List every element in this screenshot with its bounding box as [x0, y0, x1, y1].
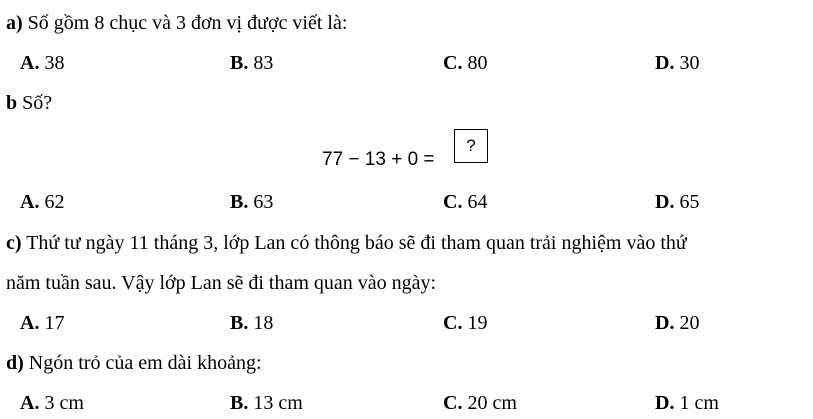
option-c-D[interactable] [655, 311, 699, 335]
question-a-label: a) [6, 12, 23, 34]
option-d-B[interactable] [230, 391, 303, 415]
option-letter: A. [20, 191, 40, 213]
option-value: 20 [679, 312, 700, 334]
option-value: 19 [467, 312, 488, 334]
option-letter: C. [443, 191, 463, 213]
option-value: 17 [44, 312, 65, 334]
option-a-D[interactable] [655, 51, 699, 75]
question-b-text: Số? [22, 92, 53, 114]
option-letter: C. [443, 312, 463, 334]
option-value: 3 cm [44, 392, 84, 414]
question-c-label: c) [6, 232, 22, 254]
question-a [6, 11, 347, 35]
option-letter: A. [20, 312, 40, 334]
option-c-A[interactable] [20, 311, 64, 335]
question-c [6, 231, 687, 255]
option-letter: D. [655, 52, 675, 74]
option-value: 64 [467, 191, 488, 213]
option-letter: B. [230, 191, 249, 213]
question-c-line2 [6, 271, 436, 295]
question-b [6, 91, 52, 115]
option-value: 80 [467, 52, 488, 74]
option-d-A[interactable] [20, 391, 84, 415]
option-letter: D. [655, 191, 675, 213]
option-letter: D. [655, 312, 675, 334]
question-c-text-line1: Thứ tư ngày 11 tháng 3, lớp Lan có thông báo sẽ đi tham quan trải nghiệm vào thứ [26, 232, 687, 254]
answer-box[interactable]: ? [454, 129, 488, 163]
option-value: 83 [253, 52, 274, 74]
option-b-B[interactable] [230, 190, 273, 214]
option-value: 38 [44, 52, 65, 74]
option-b-A[interactable] [20, 190, 64, 214]
option-letter: B. [230, 312, 249, 334]
option-value: 65 [679, 191, 700, 213]
option-letter: C. [443, 392, 463, 414]
question-c-text-line2: năm tuần sau. Vậy lớp Lan sẽ đi tham quan vào ngày: [6, 272, 437, 294]
option-letter: C. [443, 52, 463, 74]
option-b-C[interactable] [443, 190, 487, 214]
option-b-D[interactable] [655, 190, 699, 214]
option-value: 30 [679, 52, 700, 74]
question-d-label: d) [6, 352, 24, 374]
option-value: 63 [253, 191, 274, 213]
option-letter: B. [230, 52, 249, 74]
option-a-C[interactable] [443, 51, 487, 75]
option-a-B[interactable] [230, 51, 273, 75]
option-value: 62 [44, 191, 65, 213]
option-d-D[interactable] [655, 391, 719, 415]
equation: 77 − 13 + 0 = [322, 149, 435, 170]
question-d-text: Ngón trỏ của em dài khoảng: [28, 352, 262, 374]
option-letter: A. [20, 392, 40, 414]
option-value: 13 cm [253, 392, 303, 414]
question-a-text: Số gồm 8 chục và 3 đơn vị được viết là: [27, 12, 348, 34]
option-c-C[interactable] [443, 311, 487, 335]
option-letter: B. [230, 392, 249, 414]
option-a-A[interactable] [20, 51, 64, 75]
option-value: 18 [253, 312, 274, 334]
question-b-label: b [6, 92, 18, 114]
option-letter: D. [655, 392, 675, 414]
option-value: 1 cm [679, 392, 719, 414]
option-d-C[interactable] [443, 391, 517, 415]
option-c-B[interactable] [230, 311, 273, 335]
option-letter: A. [20, 52, 40, 74]
option-value: 20 cm [467, 392, 517, 414]
question-d [6, 351, 262, 375]
